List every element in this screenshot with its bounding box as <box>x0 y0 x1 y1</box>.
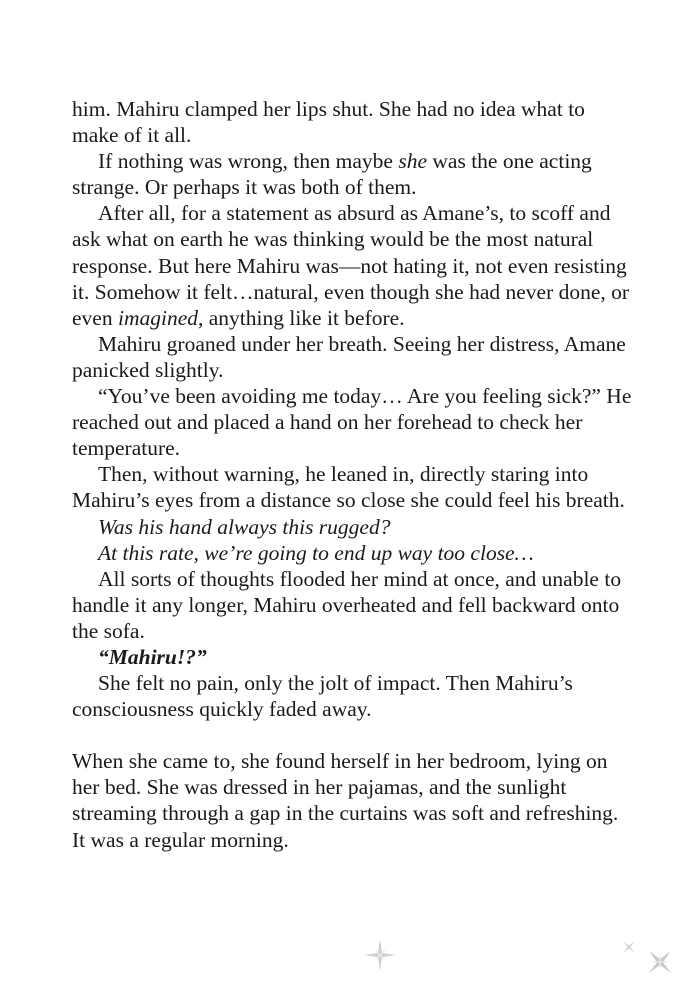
text-run: Mahiru groaned under her breath. Seeing her distress, Amane panicked slightly. <box>72 331 626 382</box>
paragraph-5 <box>72 383 632 461</box>
sparkle-icon <box>363 938 397 972</box>
emphasis-she: she <box>398 149 428 174</box>
text-run: She felt no pain, only the jolt of impact. Then Mahiru’s consciousness quickly faded away. <box>72 671 573 722</box>
emphasis-imagined: imagined <box>117 305 198 330</box>
paragraph-3 <box>72 200 632 330</box>
dialogue-shout <box>72 644 632 670</box>
paragraph-11 <box>72 670 632 722</box>
text-run: When she came to, she found herself in her bedroom, lying on her bed. She was dressed in her pajamas, and the sunlight streaming through a gap in the curtains was soft and refreshing. It was a regular morning. <box>72 749 619 852</box>
text-run: At this rate, we’re going to end up way too close… <box>98 540 534 565</box>
text-run: “You’ve been avoiding me today… Are you feeling sick?” He reached out and placed a hand on her forehead to check her temperature. <box>72 384 632 461</box>
paragraph-9 <box>72 566 632 644</box>
text-run: If nothing was wrong, then maybe <box>98 149 399 174</box>
paragraph-6 <box>72 461 632 513</box>
body-text <box>72 96 632 853</box>
paragraph-12 <box>72 748 632 852</box>
text-run: After all, for a statement as absurd as Amane’s, to scoff and ask what on earth he was thinking would be the most natural response. But here Mahiru was—not hating it, not even resisting it. Somehow it felt…natural, even though she had never done, or even <box>72 201 630 330</box>
sparkle-icon <box>643 945 677 979</box>
text-run: “Mahiru!?” <box>98 644 207 669</box>
text-run: Was his hand always this rugged? <box>98 514 391 539</box>
text-run: was the one acting strange. Or perhaps it was both of them. <box>72 149 592 200</box>
thought-line-1 <box>72 514 632 540</box>
paragraph-2 <box>72 148 632 200</box>
text-run: All sorts of thoughts flooded her mind at once, and unable to handle it any longer, Mahiru overheated and fell backward onto the sofa. <box>72 566 622 643</box>
paragraph-4 <box>72 331 632 383</box>
thought-line-2 <box>72 540 632 566</box>
sparkle-icon <box>620 938 638 956</box>
paragraph-1 <box>72 96 632 148</box>
text-run: , anything like it before. <box>198 305 405 330</box>
text-run: Then, without warning, he leaned in, directly staring into Mahiru’s eyes from a distance so close she could feel his breath. <box>72 462 625 513</box>
text-run: him. Mahiru clamped her lips shut. She had no idea what to make of it all. <box>72 97 585 148</box>
